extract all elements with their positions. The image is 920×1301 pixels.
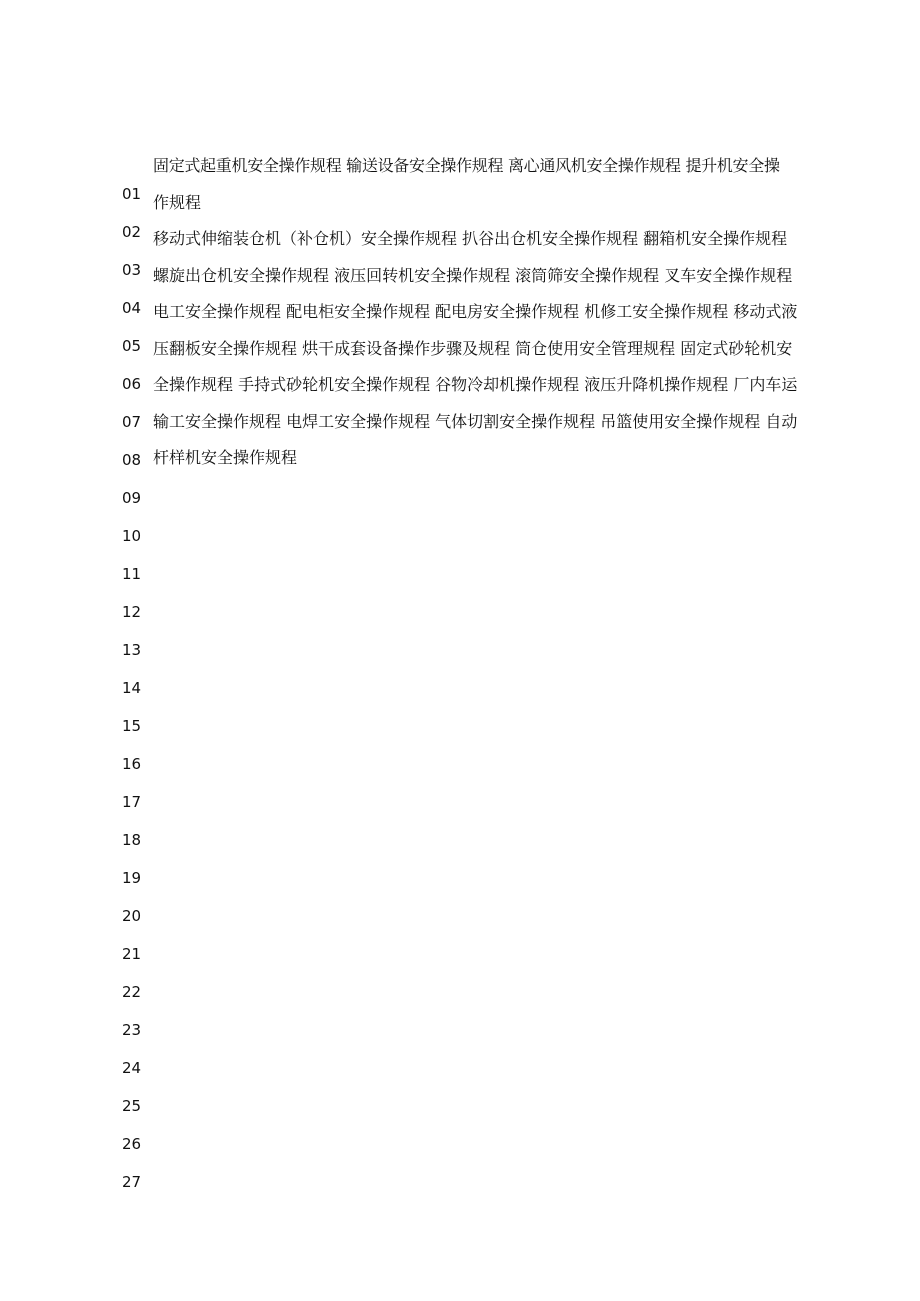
line-number: 24 (122, 1059, 142, 1077)
document-body (153, 152, 841, 481)
line-number: 12 (122, 603, 142, 621)
line-number: 25 (122, 1097, 142, 1115)
text-line: 作规程 (153, 192, 202, 212)
line-number: 04 (122, 299, 142, 317)
line-number: 17 (122, 793, 142, 811)
text-line: 移动式伸缩装仓机（补仓机）安全操作规程 扒谷出仓机安全操作规程 翻箱机安全操作规程 (153, 229, 788, 248)
text-line: 螺旋出仓机安全操作规程 液压回转机安全操作规程 滚筒筛安全操作规程 叉车安全操作规程 (153, 265, 793, 285)
line-number: 21 (122, 945, 142, 963)
line-number: 16 (122, 755, 142, 773)
line-number: 06 (122, 375, 142, 393)
line-number: 08 (122, 451, 142, 469)
line-number: 27 (122, 1173, 142, 1191)
text-line: 压翻板安全操作规程 烘干成套设备操作步骤及规程 筒仓使用安全管理规程 固定式砂轮机安 (153, 338, 793, 358)
line-number: 02 (122, 223, 142, 241)
line-number: 23 (122, 1021, 142, 1039)
line-number: 14 (122, 679, 142, 697)
line-number: 01 (122, 185, 142, 203)
line-number: 19 (122, 869, 142, 887)
line-number: 18 (122, 831, 142, 849)
line-number: 13 (122, 641, 142, 659)
line-number: 05 (122, 337, 142, 355)
text-line: 输工安全操作规程 电焊工安全操作规程 气体切割安全操作规程 吊篮使用安全操作规程 自动 (153, 411, 798, 431)
line-number-column (122, 180, 150, 1206)
line-number: 09 (122, 489, 142, 507)
line-number: 07 (122, 413, 142, 431)
text-line: 电工安全操作规程 配电柜安全操作规程 配电房安全操作规程 机修工安全操作规程 移动式液 (153, 302, 798, 321)
line-number: 03 (122, 261, 142, 279)
line-number: 10 (122, 527, 142, 545)
line-number: 26 (122, 1135, 142, 1153)
text-line: 固定式起重机安全操作规程 输送设备安全操作规程 离心通风机安全操作规程 提升机安全操 (153, 156, 780, 175)
line-number: 11 (122, 565, 142, 583)
text-line: 全操作规程 手持式砂轮机安全操作规程 谷物冷却机操作规程 液压升降机操作规程 厂内车运 (153, 375, 798, 394)
line-number: 22 (122, 983, 142, 1001)
line-number: 20 (122, 907, 142, 925)
line-number: 15 (122, 717, 142, 735)
text-line: 杆样机安全操作规程 (153, 448, 298, 467)
